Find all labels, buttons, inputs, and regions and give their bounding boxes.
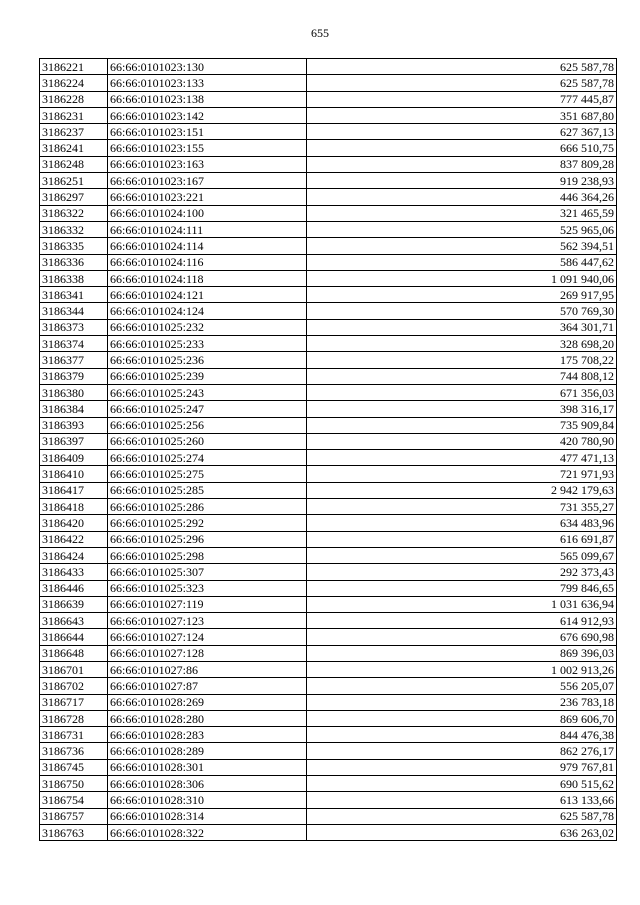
table-row: [40, 743, 617, 759]
table-row: [40, 629, 617, 645]
table-row: [40, 287, 617, 303]
row-id-cell: 3186643: [40, 613, 108, 629]
row-id-cell: 3186417: [40, 482, 108, 498]
cadastral-number-cell: 66:66:0101025:233: [108, 336, 307, 352]
table-row: [40, 694, 617, 710]
cadastral-number-cell: 66:66:0101025:307: [108, 564, 307, 580]
table-row: [40, 499, 617, 515]
cadastral-value-cell: 869 606,70: [307, 710, 617, 726]
cadastral-number-cell: 66:66:0101023:130: [108, 59, 307, 75]
cadastral-number-cell: 66:66:0101023:163: [108, 156, 307, 172]
cadastral-number-cell: 66:66:0101028:280: [108, 710, 307, 726]
cadastral-number-cell: 66:66:0101027:87: [108, 678, 307, 694]
cadastral-number-cell: 66:66:0101028:283: [108, 727, 307, 743]
table-row: [40, 824, 617, 840]
row-id-cell: 3186644: [40, 629, 108, 645]
table-row: [40, 368, 617, 384]
cadastral-number-cell: 66:66:0101025:298: [108, 547, 307, 563]
row-id-cell: 3186648: [40, 645, 108, 661]
table-row: [40, 319, 617, 335]
table-row: [40, 270, 617, 286]
cadastral-value-cell: 690 515,62: [307, 776, 617, 792]
row-id-cell: 3186754: [40, 792, 108, 808]
cadastral-number-cell: 66:66:0101025:274: [108, 450, 307, 466]
table-row: [40, 205, 617, 221]
cadastral-number-cell: 66:66:0101028:269: [108, 694, 307, 710]
row-id-cell: 3186336: [40, 254, 108, 270]
cadastral-value-cell: 625 587,78: [307, 808, 617, 824]
row-id-cell: 3186393: [40, 417, 108, 433]
cadastral-number-cell: 66:66:0101028:310: [108, 792, 307, 808]
row-id-cell: 3186228: [40, 91, 108, 107]
cadastral-number-cell: 66:66:0101025:286: [108, 499, 307, 515]
row-id-cell: 3186380: [40, 384, 108, 400]
cadastral-number-cell: 66:66:0101024:124: [108, 303, 307, 319]
table-row: [40, 336, 617, 352]
cadastral-value-cell: 525 965,06: [307, 221, 617, 237]
cadastral-value-cell: 636 263,02: [307, 824, 617, 840]
table-row: [40, 107, 617, 123]
cadastral-number-cell: 66:66:0101027:86: [108, 661, 307, 677]
cadastral-value-cell: 676 690,98: [307, 629, 617, 645]
table-row: [40, 303, 617, 319]
row-id-cell: 3186251: [40, 173, 108, 189]
row-id-cell: 3186418: [40, 499, 108, 515]
table-row: [40, 59, 617, 75]
row-id-cell: 3186701: [40, 661, 108, 677]
cadastral-value-cell: 744 808,12: [307, 368, 617, 384]
cadastral-value-cell: 269 917,95: [307, 287, 617, 303]
cadastral-value-cell: 613 133,66: [307, 792, 617, 808]
table-row: [40, 75, 617, 91]
row-id-cell: 3186373: [40, 319, 108, 335]
table-row: [40, 515, 617, 531]
table-row: [40, 645, 617, 661]
cadastral-value-cell: 351 687,80: [307, 107, 617, 123]
cadastral-value-cell: 292 373,43: [307, 564, 617, 580]
table-row: [40, 238, 617, 254]
cadastral-value-cell: 625 587,78: [307, 75, 617, 91]
table-row: [40, 466, 617, 482]
cadastral-value-cell: 328 698,20: [307, 336, 617, 352]
table-row: [40, 792, 617, 808]
cadastral-number-cell: 66:66:0101027:128: [108, 645, 307, 661]
cadastral-value-cell: 236 783,18: [307, 694, 617, 710]
row-id-cell: 3186379: [40, 368, 108, 384]
cadastral-value-cell: 1 002 913,26: [307, 661, 617, 677]
cadastral-number-cell: 66:66:0101028:306: [108, 776, 307, 792]
cadastral-number-cell: 66:66:0101028:322: [108, 824, 307, 840]
table-row: [40, 564, 617, 580]
table-row: [40, 596, 617, 612]
cadastral-value-cell: 671 356,03: [307, 384, 617, 400]
cadastral-value-cell: 398 316,17: [307, 401, 617, 417]
table-row: [40, 580, 617, 596]
row-id-cell: 3186433: [40, 564, 108, 580]
row-id-cell: 3186446: [40, 580, 108, 596]
cadastral-number-cell: 66:66:0101025:247: [108, 401, 307, 417]
row-id-cell: 3186639: [40, 596, 108, 612]
table-row: [40, 401, 617, 417]
row-id-cell: 3186237: [40, 124, 108, 140]
row-id-cell: 3186374: [40, 336, 108, 352]
table-row: [40, 189, 617, 205]
table-row: [40, 384, 617, 400]
row-id-cell: 3186297: [40, 189, 108, 205]
cadastral-number-cell: 66:66:0101025:256: [108, 417, 307, 433]
cadastral-number-cell: 66:66:0101028:314: [108, 808, 307, 824]
cadastral-number-cell: 66:66:0101027:119: [108, 596, 307, 612]
table-body: [40, 59, 617, 841]
cadastral-number-cell: 66:66:0101023:221: [108, 189, 307, 205]
cadastral-value-cell: 562 394,51: [307, 238, 617, 254]
row-id-cell: 3186728: [40, 710, 108, 726]
cadastral-number-cell: 66:66:0101028:289: [108, 743, 307, 759]
page-number: 655: [311, 26, 329, 40]
cadastral-value-cell: 862 276,17: [307, 743, 617, 759]
cadastral-value-cell: 869 396,03: [307, 645, 617, 661]
row-id-cell: 3186763: [40, 824, 108, 840]
cadastral-value-cell: 614 912,93: [307, 613, 617, 629]
cadastral-value-cell: 837 809,28: [307, 156, 617, 172]
row-id-cell: 3186221: [40, 59, 108, 75]
table-row: [40, 678, 617, 694]
table-row: [40, 450, 617, 466]
cadastral-number-cell: 66:66:0101027:123: [108, 613, 307, 629]
cadastral-value-cell: 477 471,13: [307, 450, 617, 466]
row-id-cell: 3186757: [40, 808, 108, 824]
cadastral-number-cell: 66:66:0101023:151: [108, 124, 307, 140]
cadastral-number-cell: 66:66:0101024:114: [108, 238, 307, 254]
table-row: [40, 531, 617, 547]
row-id-cell: 3186717: [40, 694, 108, 710]
row-id-cell: 3186424: [40, 547, 108, 563]
table-row: [40, 221, 617, 237]
row-id-cell: 3186341: [40, 287, 108, 303]
cadastral-number-cell: 66:66:0101023:142: [108, 107, 307, 123]
cadastral-value-cell: 420 780,90: [307, 433, 617, 449]
table-row: [40, 417, 617, 433]
cadastral-number-cell: 66:66:0101024:116: [108, 254, 307, 270]
cadastral-number-cell: 66:66:0101025:239: [108, 368, 307, 384]
cadastral-number-cell: 66:66:0101025:292: [108, 515, 307, 531]
row-id-cell: 3186241: [40, 140, 108, 156]
cadastral-value-cell: 565 099,67: [307, 547, 617, 563]
cadastral-number-cell: 66:66:0101025:260: [108, 433, 307, 449]
row-id-cell: 3186420: [40, 515, 108, 531]
table-row: [40, 91, 617, 107]
row-id-cell: 3186422: [40, 531, 108, 547]
cadastral-number-cell: 66:66:0101024:111: [108, 221, 307, 237]
cadastral-value-cell: 799 846,65: [307, 580, 617, 596]
row-id-cell: 3186338: [40, 270, 108, 286]
cadastral-value-cell: 586 447,62: [307, 254, 617, 270]
row-id-cell: 3186224: [40, 75, 108, 91]
cadastral-value-cell: 777 445,87: [307, 91, 617, 107]
cadastral-value-cell: 666 510,75: [307, 140, 617, 156]
row-id-cell: 3186231: [40, 107, 108, 123]
cadastral-value-cell: 627 367,13: [307, 124, 617, 140]
cadastral-number-cell: 66:66:0101025:323: [108, 580, 307, 596]
cadastral-number-cell: 66:66:0101023:155: [108, 140, 307, 156]
cadastral-number-cell: 66:66:0101025:236: [108, 352, 307, 368]
row-id-cell: 3186702: [40, 678, 108, 694]
cadastral-value-cell: 1 091 940,06: [307, 270, 617, 286]
row-id-cell: 3186410: [40, 466, 108, 482]
cadastral-value-cell: 844 476,38: [307, 727, 617, 743]
cadastral-number-cell: 66:66:0101027:124: [108, 629, 307, 645]
row-id-cell: 3186377: [40, 352, 108, 368]
cadastral-value-cell: 735 909,84: [307, 417, 617, 433]
row-id-cell: 3186332: [40, 221, 108, 237]
table-row: [40, 124, 617, 140]
cadastral-value-cell: 616 691,87: [307, 531, 617, 547]
cadastral-value-cell: 1 031 636,94: [307, 596, 617, 612]
table-row: [40, 433, 617, 449]
cadastral-number-cell: 66:66:0101023:133: [108, 75, 307, 91]
cadastral-number-cell: 66:66:0101025:232: [108, 319, 307, 335]
cadastral-number-cell: 66:66:0101024:100: [108, 205, 307, 221]
row-id-cell: 3186335: [40, 238, 108, 254]
cadastral-value-cell: 175 708,22: [307, 352, 617, 368]
row-id-cell: 3186745: [40, 759, 108, 775]
cadastral-value-cell: 625 587,78: [307, 59, 617, 75]
table-row: [40, 352, 617, 368]
table-row: [40, 140, 617, 156]
row-id-cell: 3186409: [40, 450, 108, 466]
cadastral-number-cell: 66:66:0101028:301: [108, 759, 307, 775]
cadastral-value-cell: 446 364,26: [307, 189, 617, 205]
cadastral-value-cell: 2 942 179,63: [307, 482, 617, 498]
row-id-cell: 3186750: [40, 776, 108, 792]
cadastral-number-cell: 66:66:0101024:118: [108, 270, 307, 286]
cadastral-value-cell: 731 355,27: [307, 499, 617, 515]
cadastral-value-cell: 919 238,93: [307, 173, 617, 189]
cadastral-number-cell: 66:66:0101024:121: [108, 287, 307, 303]
row-id-cell: 3186731: [40, 727, 108, 743]
table-row: [40, 254, 617, 270]
cadastral-number-cell: 66:66:0101025:285: [108, 482, 307, 498]
row-id-cell: 3186322: [40, 205, 108, 221]
cadastral-value-cell: 570 769,30: [307, 303, 617, 319]
cadastral-number-cell: 66:66:0101023:138: [108, 91, 307, 107]
table-row: [40, 661, 617, 677]
table-row: [40, 776, 617, 792]
cadastral-value-cell: 364 301,71: [307, 319, 617, 335]
cadastral-value-cell: 556 205,07: [307, 678, 617, 694]
table-row: [40, 173, 617, 189]
cadastral-number-cell: 66:66:0101025:296: [108, 531, 307, 547]
cadastral-number-cell: 66:66:0101025:275: [108, 466, 307, 482]
row-id-cell: 3186344: [40, 303, 108, 319]
table-row: [40, 727, 617, 743]
row-id-cell: 3186384: [40, 401, 108, 417]
row-id-cell: 3186736: [40, 743, 108, 759]
table-row: [40, 547, 617, 563]
table-row: [40, 156, 617, 172]
cadastral-value-cell: 721 971,93: [307, 466, 617, 482]
row-id-cell: 3186397: [40, 433, 108, 449]
cadastral-value-cell: 634 483,96: [307, 515, 617, 531]
table-row: [40, 613, 617, 629]
table-row: [40, 710, 617, 726]
cadastral-number-cell: 66:66:0101025:243: [108, 384, 307, 400]
cadastral-value-cell: 979 767,81: [307, 759, 617, 775]
table-row: [40, 482, 617, 498]
table-row: [40, 808, 617, 824]
row-id-cell: 3186248: [40, 156, 108, 172]
cadastral-number-cell: 66:66:0101023:167: [108, 173, 307, 189]
table-row: [40, 759, 617, 775]
cadastral-value-table: [39, 58, 617, 841]
cadastral-value-cell: 321 465,59: [307, 205, 617, 221]
